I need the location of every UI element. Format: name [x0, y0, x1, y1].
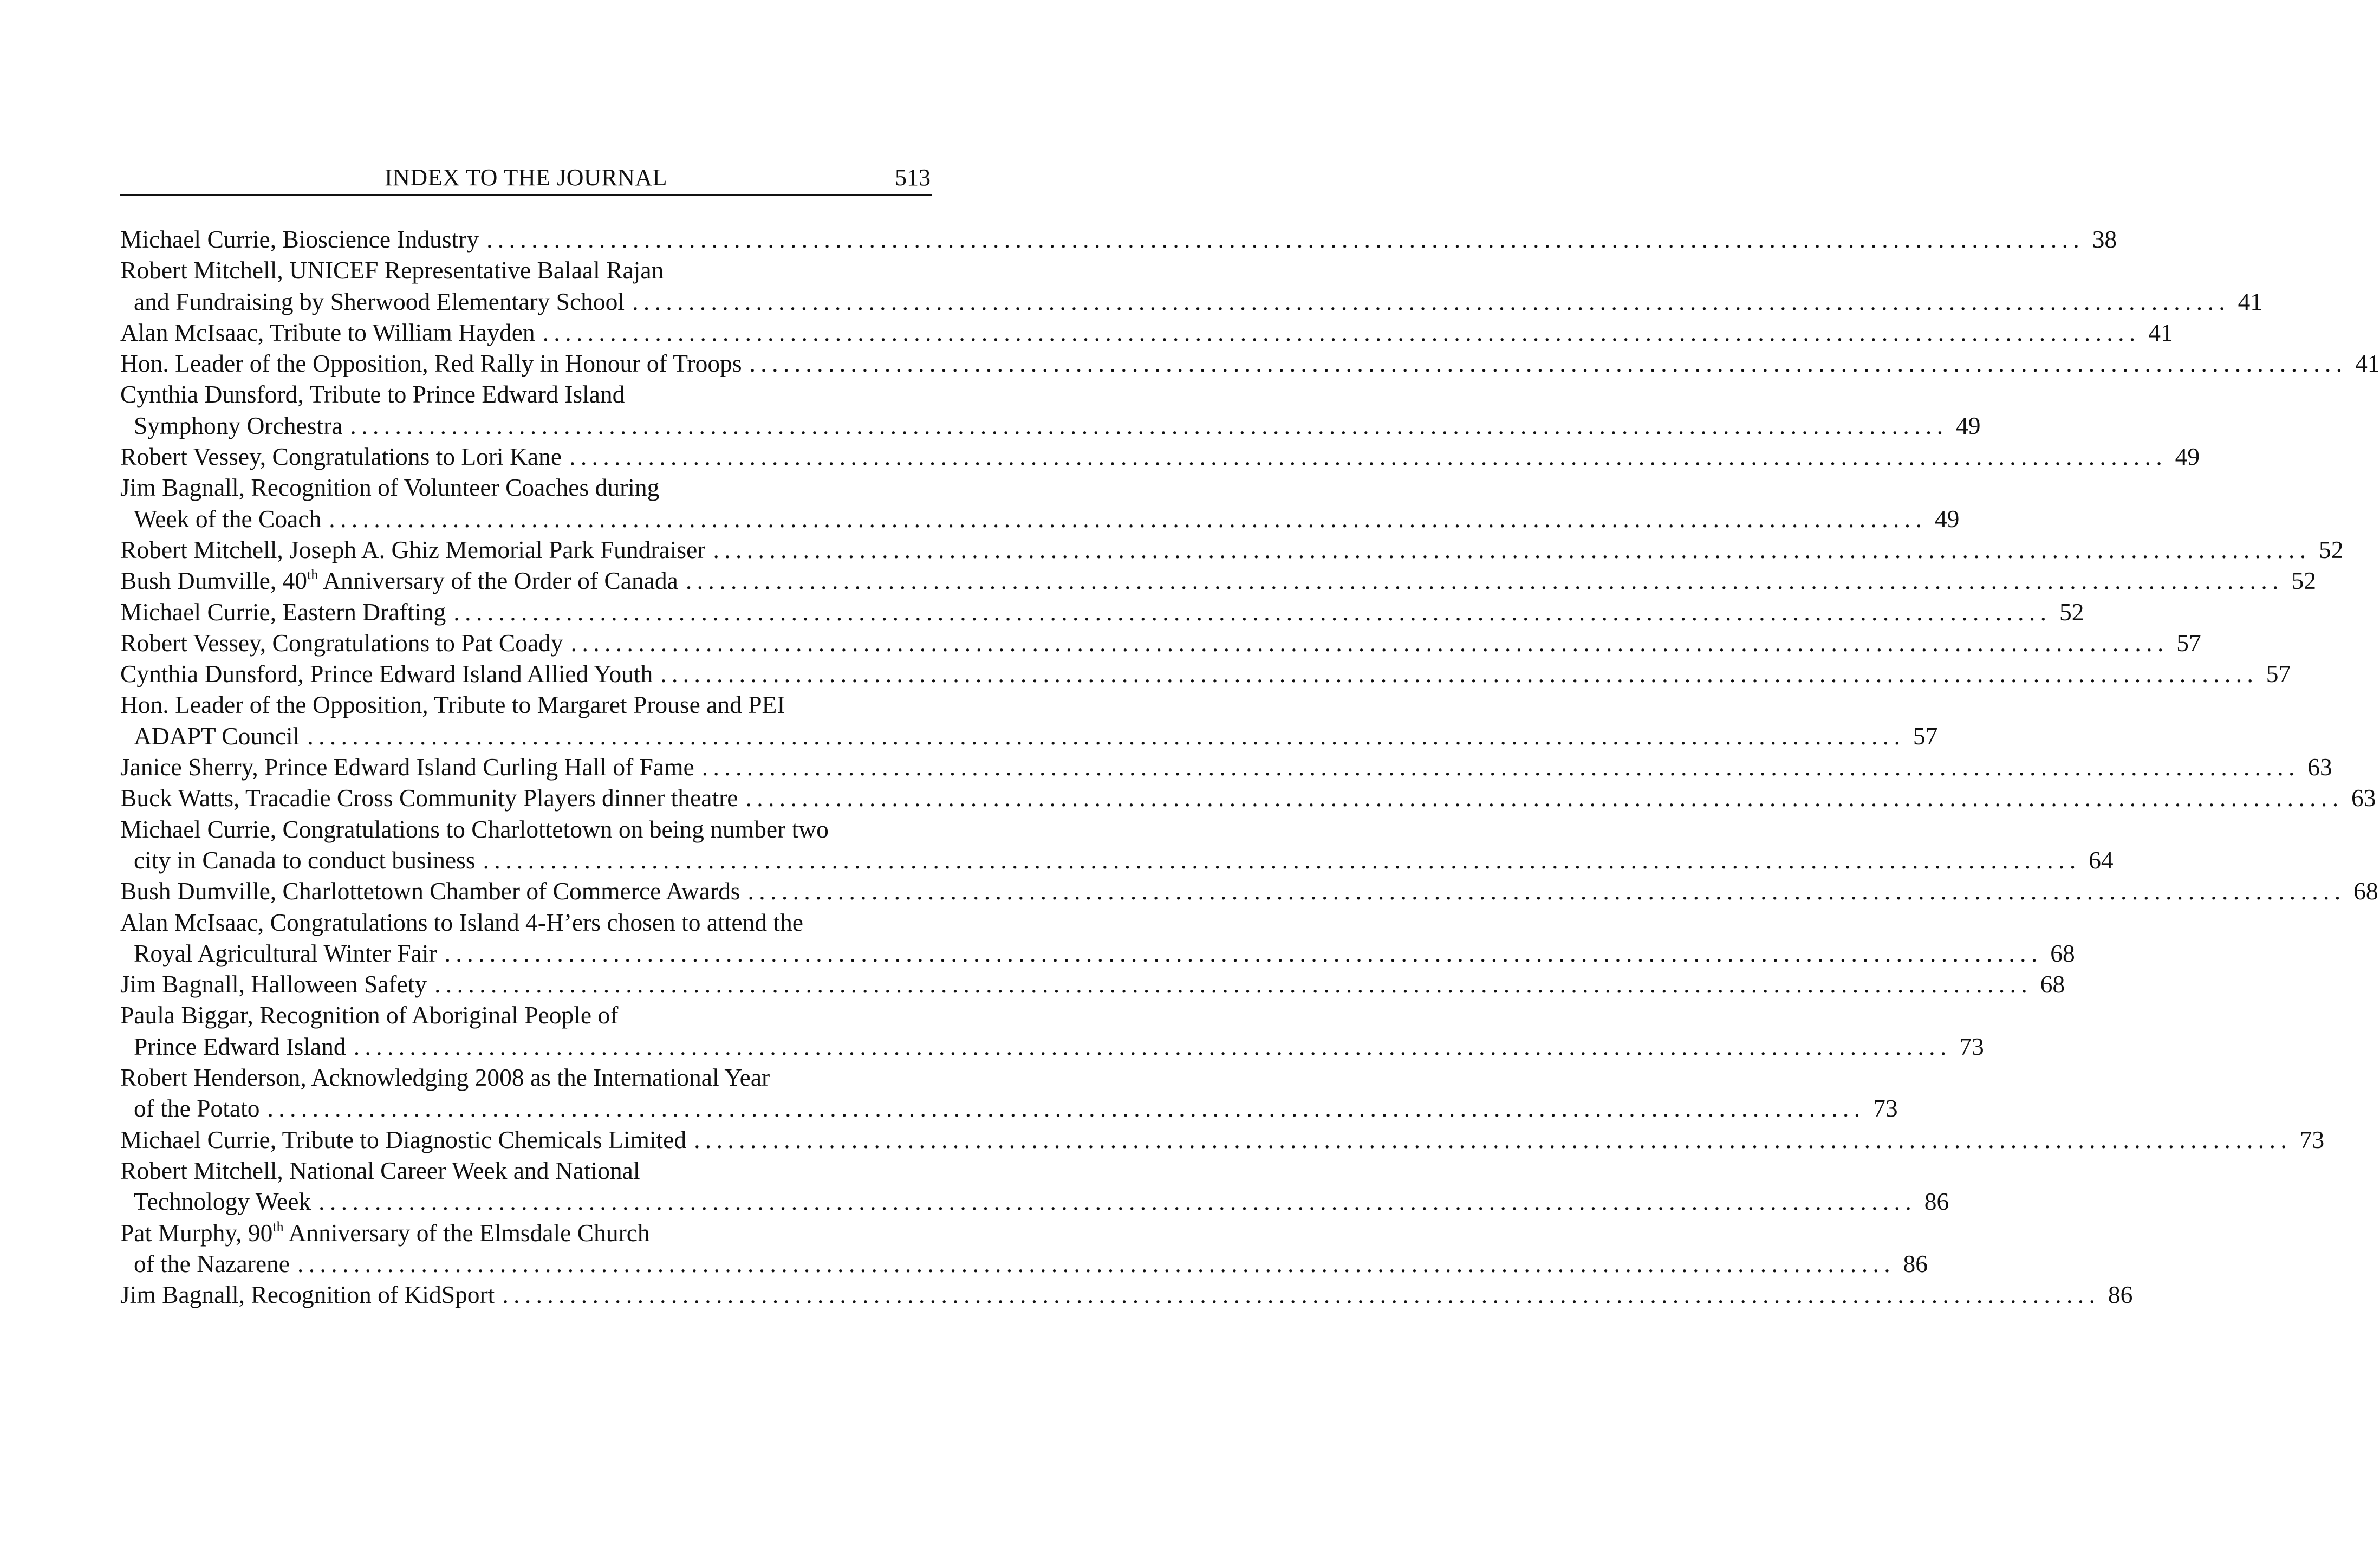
- index-entry: [120, 472, 1960, 534]
- dot-leader: ..............................................................................................................................................: [745, 784, 2344, 812]
- entry-line: [120, 907, 932, 938]
- entry-text: Robert Mitchell, UNICEF Representative Balaal Rajan: [120, 256, 664, 284]
- entry-final-line: [120, 875, 2378, 906]
- entry-page-number: 68: [2050, 939, 2075, 967]
- entry-final-line: [120, 286, 2263, 317]
- entry-final-line: [120, 845, 2114, 875]
- entry-page-number: 63: [2351, 784, 2376, 812]
- entry-line: [120, 689, 932, 720]
- index-entry: [120, 348, 2380, 379]
- entry-line: [120, 1000, 932, 1030]
- index-entry: [120, 907, 2075, 969]
- index-entry: [120, 317, 2173, 348]
- dot-leader: ..............................................................................................................................................: [329, 504, 1927, 533]
- entry-page-number: 52: [2059, 598, 2084, 626]
- entry-page-number: 41: [2148, 318, 2173, 346]
- entry-page-number: 57: [1913, 722, 1938, 750]
- entry-text: of the Potato: [134, 1094, 260, 1123]
- entry-final-line: [120, 534, 2344, 565]
- entry-page-number: 64: [2089, 846, 2114, 874]
- page-title: INDEX TO THE JOURNAL: [384, 164, 668, 191]
- index-entry: [120, 565, 2316, 596]
- dot-leader: ..............................................................................................................................................: [318, 1188, 1917, 1216]
- dot-leader: ..............................................................................................................................................: [569, 443, 2168, 471]
- entry-text: of the Nazarene: [134, 1249, 290, 1277]
- entry-final-line: [120, 627, 2201, 658]
- entry-text: Prince Edward Island: [134, 1032, 346, 1060]
- index-entry: [120, 1279, 2133, 1310]
- entry-page-number: 41: [2355, 349, 2380, 378]
- entry-page-number: 86: [1903, 1249, 1928, 1277]
- dot-leader: ..............................................................................................................................................: [713, 535, 2311, 563]
- index-entry: [120, 689, 1938, 751]
- entry-text: Hon. Leader of the Opposition, Tribute to Margaret Prouse and PEI: [120, 691, 785, 719]
- dot-leader: ..............................................................................................................................................: [297, 1249, 1896, 1277]
- entry-text: Robert Mitchell, National Career Week and National: [120, 1156, 640, 1184]
- entry-text: Pat Murphy, 90th Anniversary of the Elmsdale Church: [120, 1218, 650, 1247]
- entry-text: and Fundraising by Sherwood Elementary School: [134, 287, 625, 315]
- entry-final-line: [120, 317, 2173, 348]
- index-entry: [120, 969, 2065, 1000]
- entry-text: Jim Bagnall, Halloween Safety: [120, 970, 427, 998]
- entry-final-line: [120, 1248, 1928, 1279]
- dot-leader: ..............................................................................................................................................: [453, 598, 2052, 626]
- entry-final-line: [120, 721, 1938, 751]
- entry-page-number: 68: [2040, 970, 2065, 998]
- entry-text: Robert Henderson, Acknowledging 2008 as the International Year: [120, 1063, 770, 1092]
- running-header: [120, 160, 932, 196]
- entry-page-number: 63: [2307, 753, 2332, 781]
- index-entry: [120, 441, 2200, 472]
- entry-text: Bush Dumville, Charlottetown Chamber of Commerce Awards: [120, 877, 740, 905]
- entry-text: Hon. Leader of the Opposition, Red Rally in Honour of Troops: [120, 349, 742, 378]
- entry-page-number: 86: [2108, 1281, 2133, 1309]
- page-number: 513: [895, 164, 931, 191]
- entry-final-line: [120, 1124, 2325, 1155]
- entry-page-number: 41: [2238, 287, 2263, 315]
- index-entry: [120, 1124, 2325, 1155]
- entry-final-line: [120, 1186, 1949, 1217]
- entry-text: Paula Biggar, Recognition of Aboriginal People of: [120, 1001, 619, 1029]
- entry-text: Michael Currie, Tribute to Diagnostic Chemicals Limited: [120, 1125, 687, 1153]
- index-entry: [120, 814, 2114, 876]
- entry-text: Royal Agricultural Winter Fair: [134, 939, 437, 967]
- index-entry: [120, 1062, 1898, 1124]
- entry-final-line: [120, 658, 2291, 689]
- entry-page-number: 57: [2266, 660, 2291, 688]
- index-entry: [120, 782, 2376, 813]
- dot-leader: ..............................................................................................................................................: [542, 318, 2141, 346]
- entry-text: Symphony Orchestra: [134, 411, 343, 439]
- index-entry: [120, 1217, 1928, 1280]
- entry-final-line: [120, 596, 2084, 627]
- entry-page-number: 73: [1873, 1094, 1898, 1123]
- dot-leader: ..............................................................................................................................................: [660, 660, 2259, 688]
- entry-final-line: [120, 969, 2065, 1000]
- entry-text: Robert Mitchell, Joseph A. Ghiz Memorial Park Fundraiser: [120, 535, 706, 563]
- entry-page-number: 73: [2299, 1125, 2325, 1153]
- entry-text: city in Canada to conduct business: [134, 846, 476, 874]
- entry-final-line: [120, 348, 2380, 379]
- entry-page-number: 49: [1934, 504, 1960, 533]
- dot-leader: ..............................................................................................................................................: [353, 1032, 1952, 1060]
- entry-text: Robert Vessey, Congratulations to Lori Kane: [120, 443, 562, 471]
- index-entry: [120, 751, 2332, 782]
- entry-line: [120, 379, 932, 410]
- dot-leader: ..............................................................................................................................................: [483, 846, 2081, 874]
- entry-page-number: 38: [2092, 225, 2117, 253]
- entry-final-line: [120, 1279, 2133, 1310]
- entry-text: Robert Vessey, Congratulations to Pat Coady: [120, 628, 563, 657]
- index-entry: [120, 1155, 1949, 1217]
- entry-page-number: 57: [2176, 628, 2201, 657]
- dot-leader: ..............................................................................................................................................: [267, 1094, 1865, 1123]
- entry-page-number: 73: [1959, 1032, 1984, 1060]
- entry-final-line: [120, 224, 2117, 255]
- entry-text: Jim Bagnall, Recognition of KidSport: [120, 1281, 495, 1309]
- entry-final-line: [120, 938, 2075, 969]
- entry-text: Bush Dumville, 40th Anniversary of the Order of Canada: [120, 567, 678, 595]
- index-entry: [120, 379, 1981, 441]
- entry-text: Michael Currie, Congratulations to Charlottetown on being number two: [120, 815, 829, 843]
- ordinal-suffix: th: [272, 1218, 284, 1235]
- entry-page-number: 86: [1924, 1188, 1949, 1216]
- entry-text: Michael Currie, Eastern Drafting: [120, 598, 446, 626]
- dot-leader: ..............................................................................................................................................: [701, 753, 2300, 781]
- entry-final-line: [120, 1031, 1984, 1062]
- dot-leader: ..............................................................................................................................................: [350, 411, 1948, 439]
- entry-text: ADAPT Council: [134, 722, 300, 750]
- entry-line: [120, 1062, 932, 1093]
- index-entry: [120, 224, 2117, 255]
- entry-page-number: 49: [2175, 443, 2200, 471]
- entry-line: [120, 814, 932, 845]
- dot-leader: ..............................................................................................................................................: [307, 722, 1906, 750]
- entry-text: Jim Bagnall, Recognition of Volunteer Coaches during: [120, 473, 660, 502]
- index-entry: [120, 534, 2344, 565]
- dot-leader: ..............................................................................................................................................: [685, 567, 2284, 595]
- index-entry: [120, 596, 2084, 627]
- entry-page-number: 49: [1955, 411, 1981, 439]
- dot-leader: ..............................................................................................................................................: [749, 349, 2348, 378]
- dot-leader: ..............................................................................................................................................: [747, 877, 2346, 905]
- dot-leader: ..............................................................................................................................................: [502, 1281, 2101, 1309]
- entry-final-line: [120, 503, 1960, 534]
- entry-text: Michael Currie, Bioscience Industry: [120, 225, 479, 253]
- ordinal-suffix: th: [307, 567, 318, 583]
- entry-text: Buck Watts, Tracadie Cross Community Players dinner theatre: [120, 784, 738, 812]
- entry-text: Janice Sherry, Prince Edward Island Curling Hall of Fame: [120, 753, 694, 781]
- entry-text: Alan McIsaac, Tribute to William Hayden: [120, 318, 535, 346]
- index-entry: [120, 658, 2291, 689]
- entry-final-line: [120, 441, 2200, 472]
- entry-final-line: [120, 565, 2316, 596]
- entry-line: [120, 255, 932, 286]
- entry-final-line: [120, 782, 2376, 813]
- entry-text: Cynthia Dunsford, Tribute to Prince Edward Island: [120, 380, 625, 408]
- entry-page-number: 52: [2319, 535, 2344, 563]
- entry-final-line: [120, 1093, 1898, 1124]
- index-entry: [120, 627, 2201, 658]
- index-entry: [120, 255, 2263, 317]
- dot-leader: ..............................................................................................................................................: [444, 939, 2043, 967]
- entry-text: Cynthia Dunsford, Prince Edward Island Allied Youth: [120, 660, 653, 688]
- entry-line: [120, 472, 932, 503]
- dot-leader: ..............................................................................................................................................: [486, 225, 2085, 253]
- dot-leader: ..............................................................................................................................................: [632, 287, 2231, 315]
- entry-line: [120, 1217, 932, 1248]
- entry-final-line: [120, 410, 1981, 441]
- dot-leader: ..............................................................................................................................................: [694, 1125, 2292, 1153]
- index-entry: [120, 1000, 1984, 1062]
- entry-text: Technology Week: [134, 1188, 311, 1216]
- dot-leader: ..............................................................................................................................................: [434, 970, 2033, 998]
- entry-page-number: 68: [2353, 877, 2378, 905]
- entry-line: [120, 1155, 932, 1186]
- entry-page-number: 52: [2291, 567, 2316, 595]
- entry-final-line: [120, 751, 2332, 782]
- entry-text: Alan McIsaac, Congratulations to Island 4-H’ers chosen to attend the: [120, 908, 804, 936]
- index-entry: [120, 875, 2378, 906]
- entry-text: Week of the Coach: [134, 504, 322, 533]
- index-entries-list: [120, 224, 2380, 1310]
- dot-leader: ..............................................................................................................................................: [570, 628, 2169, 657]
